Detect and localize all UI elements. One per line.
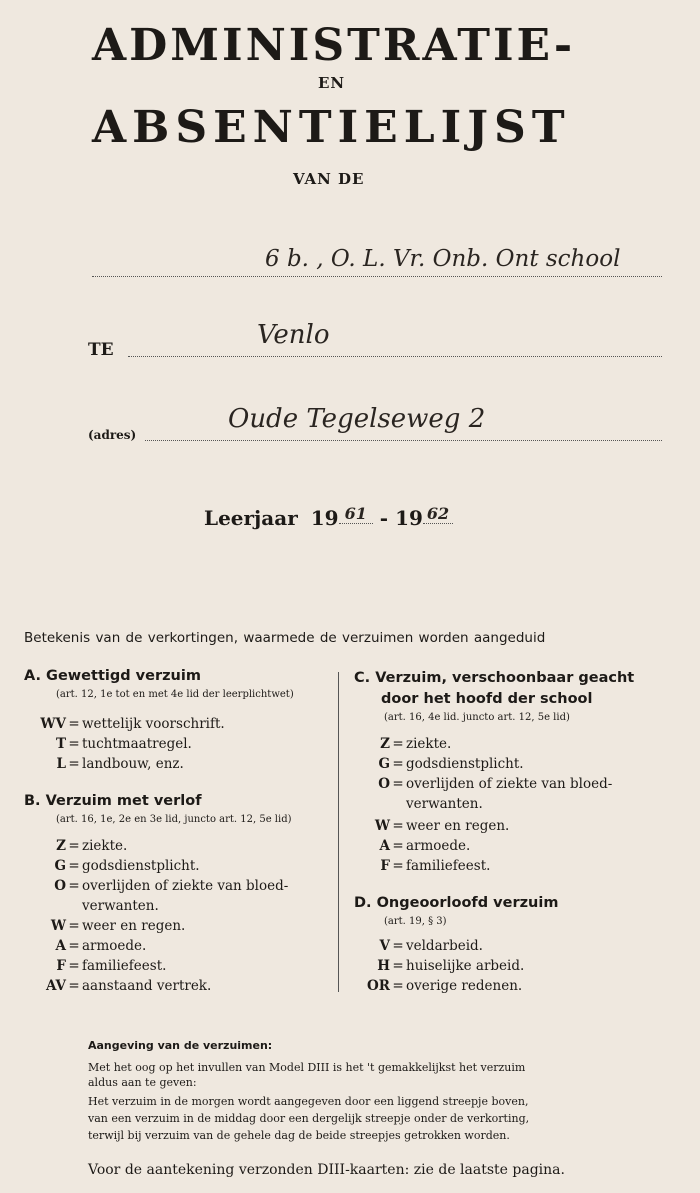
item-text: armoede. (406, 838, 471, 854)
section-d-title: D. Ongeoorloofd verzuim (354, 895, 559, 911)
notes-line-2: aldus aan te geven: (88, 1076, 197, 1089)
code: T (55, 736, 66, 752)
adres-value: Oude Tegelseweg 2 (228, 404, 486, 434)
code: L (56, 756, 66, 772)
code: O (54, 878, 66, 894)
item-text: overige redenen. (406, 978, 523, 994)
list-item (350, 856, 490, 876)
code: OR (367, 978, 390, 994)
year-dash: - (379, 506, 389, 530)
item-text: verwanten. (82, 898, 159, 914)
list-item (26, 754, 184, 774)
title-line-1: ADMINISTRATIE- (92, 20, 576, 71)
equals-sign: = (392, 938, 404, 954)
section-b-sub: (art. 16, 1e, 2e en 3e lid, juncto art. 12, 5e lid) (56, 814, 292, 825)
item-text: veldarbeid. (406, 938, 483, 954)
notes-line-4: van een verzuim in de middag door een dergelijk streepje onder de verkorting, (88, 1112, 530, 1125)
list-item (350, 836, 470, 856)
item-text: overlijden of ziekte van bloed- (82, 878, 289, 894)
code: V (379, 938, 390, 954)
adres-field-line (145, 440, 662, 441)
list-item (26, 936, 146, 956)
equals-sign: = (68, 878, 80, 894)
equals-sign: = (68, 938, 80, 954)
school-value: 6 b. , O. L. Vr. Onb. Ont school (265, 246, 621, 272)
notes-line-3: Het verzuim in de morgen wordt aangegeven door een liggend streepje boven, (88, 1095, 529, 1108)
code: W (50, 918, 66, 934)
code: A (55, 938, 66, 954)
year-1: 61 (339, 504, 373, 524)
equals-sign: = (68, 716, 80, 732)
item-text: verwanten. (406, 796, 483, 812)
title-en: EN (318, 74, 346, 92)
equals-sign: = (68, 918, 80, 934)
item-text: familiefeest. (82, 958, 167, 974)
item-text: huiselijke arbeid. (406, 958, 525, 974)
code: F (56, 958, 66, 974)
section-a-sub: (art. 12, 1e tot en met 4e lid der leerplichtwet) (56, 689, 294, 700)
list-item (26, 916, 185, 936)
code: WV (40, 716, 66, 732)
item-text: armoede. (82, 938, 147, 954)
code: G (378, 756, 390, 772)
list-item (26, 876, 288, 896)
section-b-title: B. Verzuim met verlof (24, 793, 202, 809)
equals-sign: = (68, 838, 80, 854)
code: H (377, 958, 390, 974)
equals-sign: = (68, 858, 80, 874)
list-item (350, 976, 522, 996)
item-text: aanstaand vertrek. (82, 978, 212, 994)
item-text: landbouw, enz. (82, 756, 184, 772)
item-text: weer en regen. (406, 818, 510, 834)
equals-sign: = (392, 978, 404, 994)
equals-sign: = (392, 776, 404, 792)
equals-sign: = (392, 958, 404, 974)
list-item (26, 896, 159, 916)
item-text: wettelijk voorschrift. (82, 716, 225, 732)
list-item (350, 816, 509, 836)
equals-sign: = (68, 736, 80, 752)
leerjaar (204, 506, 453, 530)
adres-label: (adres) (88, 428, 137, 442)
equals-sign: = (68, 978, 80, 994)
code: F (380, 858, 390, 874)
title-van-de: VAN DE (293, 170, 365, 188)
list-item (350, 956, 524, 976)
code: G (54, 858, 66, 874)
notes-heading: Aangeving van de verzuimen: (88, 1039, 273, 1052)
section-c-sub: (art. 16, 4e lid. juncto art. 12, 5e lid) (384, 712, 570, 723)
leerjaar-label: Leerjaar (204, 506, 298, 530)
code: O (378, 776, 390, 792)
list-item (26, 734, 192, 754)
equals-sign: = (392, 736, 404, 752)
column-divider (338, 672, 339, 992)
section-d-sub: (art. 19, § 3) (384, 916, 447, 927)
item-text: godsdienstplicht. (406, 756, 524, 772)
year-prefix-1: 19 (310, 506, 339, 530)
list-item (350, 774, 612, 794)
list-item (26, 976, 211, 996)
list-item (26, 836, 127, 856)
item-text: weer en regen. (82, 918, 186, 934)
item-text: familiefeest. (406, 858, 491, 874)
code: Z (56, 838, 66, 854)
te-value: Venlo (257, 320, 330, 350)
code: AV (46, 978, 66, 994)
section-c-title-line-2: door het hoofd der school (381, 691, 593, 707)
school-field-line (92, 276, 662, 277)
equals-sign: = (68, 958, 80, 974)
equals-sign: = (392, 818, 404, 834)
te-label: TE (88, 340, 114, 360)
list-item (26, 714, 225, 734)
item-text: godsdienstplicht. (82, 858, 200, 874)
equals-sign: = (392, 858, 404, 874)
item-text: ziekte. (82, 838, 128, 854)
equals-sign: = (392, 838, 404, 854)
te-field-line (128, 356, 662, 357)
year-2: 62 (423, 504, 453, 524)
notes-line-1: Met het oog op het invullen van Model DIII is het 't gemakkelijkst het verzuim (88, 1061, 526, 1074)
footer-note: Voor de aantekening verzonden DIII-kaarten: zie de laatste pagina. (88, 1162, 565, 1178)
equals-sign: = (68, 756, 80, 772)
item-text: tuchtmaatregel. (82, 736, 192, 752)
equals-sign: = (392, 756, 404, 772)
year-prefix-2: 19 (395, 506, 423, 530)
notes-line-5: terwijl bij verzuim van de gehele dag de beide streepjes getrokken worden. (88, 1129, 510, 1142)
list-item (350, 734, 451, 754)
list-item (350, 794, 483, 814)
list-item (26, 856, 200, 876)
list-item (350, 936, 483, 956)
item-text: ziekte. (406, 736, 452, 752)
list-item (350, 754, 524, 774)
title-line-2: ABSENTIELIJST (92, 102, 571, 153)
item-text: overlijden of ziekte van bloed- (406, 776, 613, 792)
section-c-title-line-1: C. Verzuim, verschoonbaar geacht (354, 670, 635, 686)
code: W (374, 818, 390, 834)
code: A (379, 838, 390, 854)
code: Z (380, 736, 390, 752)
list-item (26, 956, 166, 976)
section-a-title: A. Gewettigd verzuim (24, 668, 201, 684)
legend-heading: Betekenis van de verkortingen, waarmede de verzuimen worden aangeduid (24, 630, 546, 646)
